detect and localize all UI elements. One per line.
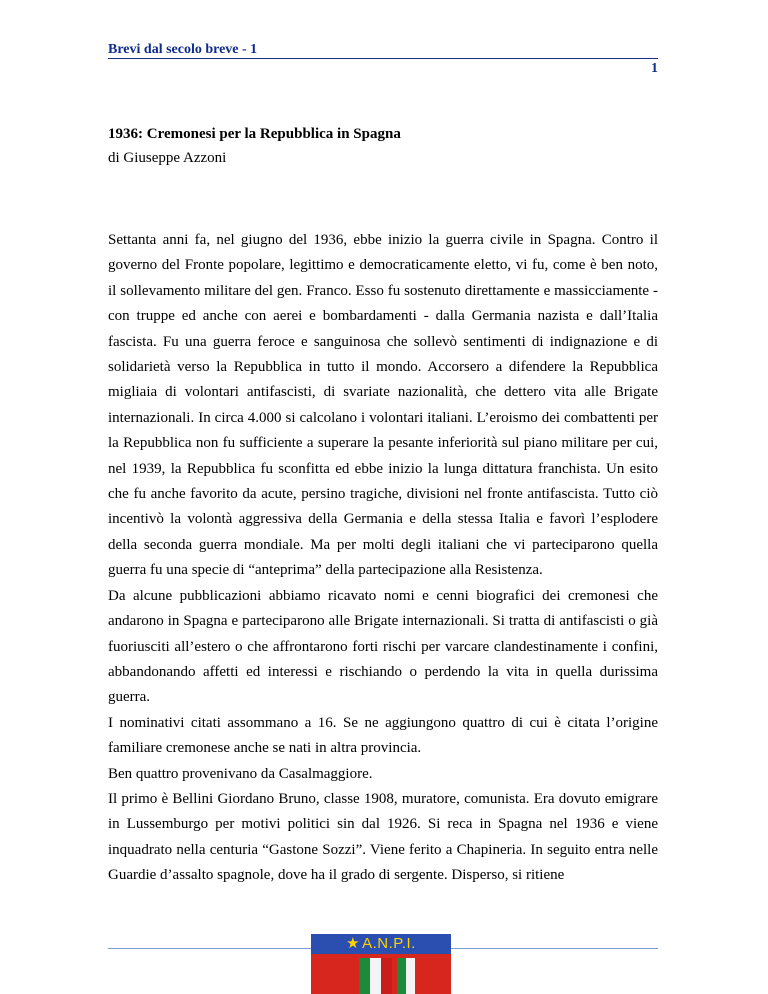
logo-text-band (311, 934, 451, 954)
flag-stripe-white (406, 958, 415, 994)
document-author: di Giuseppe Azzoni (108, 150, 227, 166)
flag-stripe-white (370, 958, 381, 994)
anpi-logo (311, 934, 451, 994)
header-title: Brevi dal secolo breve - 1 (108, 42, 258, 57)
paragraph: Settanta anni fa, nel giugno del 1936, ebbe inizio la guerra civile in Spagna. Contro il governo del Fronte popolare, legittimo e democraticamente eletto, vi fu, come è ben noto, il sollevamento militare del gen. Franco. Esso fu sostenuto direttamente e massicciamente - con truppe ed anche con aerei e bombardamenti - dalla Germania nazista e dall’Italia fascista. Fu una guerra feroce e sanguinosa che sollevò sentimenti di indignazione e di solidarietà verso la Repubblica in tutto il mondo. Accorsero a difendere la Repubblica migliaia di volontari antifascisti, di svariate nazionalità, che dettero vita alle Brigate internazionali. In circa 4.000 si calcolano i volontari italiani. L’eroismo dei combattenti per la Repubblica non fu sufficiente a superare la pesante inferiorità sul piano militare per cui, nel 1939, la Repubblica fu sconfitta ed ebbe inizio la lunga dittatura franchista. Un esito che fu anche favorito da acute, persino tragiche, divisioni nel fronte antifascista. Tutto ciò incentivò la volontà aggressiva della Germania e della stessa Italia e favorì l’esplodere della seconda guerra mondiale. Ma per molti degli italiani che vi parteciparono quella guerra fu una specie di “anteprima” della partecipazione alla Resistenza. (108, 232, 658, 579)
logo-text: A.N.P.I. (362, 935, 416, 952)
header-divider (108, 58, 658, 59)
document-body (108, 228, 658, 889)
paragraph: I nominativi citati assommano a 16. Se ne aggiungono quattro di cui è citata l’origine familiare cremonese anche se nati in altra provincia. (108, 714, 658, 757)
paragraph: Da alcune pubblicazioni abbiamo ricavato nomi e cenni biografici dei cremonesi che andarono in Spagna e parteciparono alle Brigate internazionali. Si tratta di antifascisti o già fuoriusciti all’estero o che affrontarono forti rischi per varcare clandestinamente i confini, abbandonando affetti ed interessi e rischiando o perdendo la vita in quella durissima guerra. (108, 587, 658, 706)
page-header (108, 42, 658, 76)
document-title: 1936: Cremonesi per la Repubblica in Spagna (108, 126, 401, 142)
flag-stripe-green (397, 958, 406, 994)
paragraph: Il primo è Bellini Giordano Bruno, classe 1908, muratore, comunista. Era dovuto emigrare in Lussemburgo per motivi politici sin dal 1926. Si reca in Spagna nel 1936 e viene inquadrato nella centuria “Gastone Sozzi”. Viene ferito a Chapineria. In seguito entra nelle Guardie d’assalto spagnole, dove ha il grado di sergente. Disperso, si ritiene (108, 790, 658, 884)
flag-stripe-red (381, 958, 392, 994)
flag-stripe-green (359, 958, 370, 994)
paragraph: Ben quattro provenivano da Casalmaggiore. (108, 765, 373, 782)
page-number: 1 (651, 61, 658, 76)
star-icon: ★ (346, 935, 361, 952)
